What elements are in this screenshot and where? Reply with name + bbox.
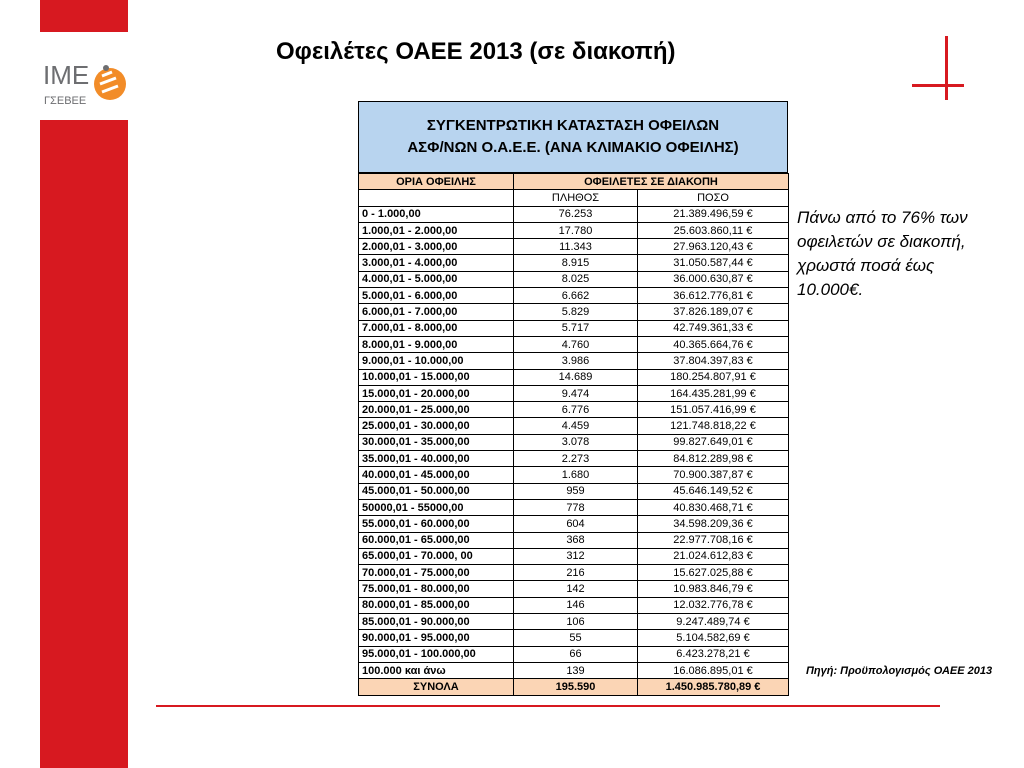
cell-amount: 180.254.807,91 € — [638, 369, 789, 385]
column-header-amount: ΠΟΣΟ — [638, 190, 789, 206]
debt-summary-table — [358, 101, 788, 696]
cell-count: 106 — [514, 614, 638, 630]
cell-range: 85.000,01 - 90.000,00 — [359, 614, 514, 630]
cell-count: 4.459 — [514, 418, 638, 434]
column-header-blank — [359, 190, 514, 206]
cell-amount: 25.603.860,11 € — [638, 222, 789, 238]
table-row — [359, 434, 789, 450]
cell-amount: 9.247.489,74 € — [638, 614, 789, 630]
column-header-group: ΟΦΕΙΛΕΤΕΣ ΣΕ ΔΙΑΚΟΠΗ — [514, 174, 789, 190]
table-row — [359, 369, 789, 385]
total-amount: 1.450.985.780,89 € — [638, 679, 789, 695]
cell-count: 959 — [514, 483, 638, 499]
table-row — [359, 451, 789, 467]
cell-range: 1.000,01 - 2.000,00 — [359, 222, 514, 238]
table-row — [359, 548, 789, 564]
cell-range: 70.000,01 - 75.000,00 — [359, 565, 514, 581]
cell-count: 14.689 — [514, 369, 638, 385]
decorative-cross-vertical — [945, 36, 948, 100]
table-row — [359, 402, 789, 418]
cell-count: 2.273 — [514, 451, 638, 467]
logo-text-ime: ΙΜΕ — [43, 60, 90, 90]
cell-range: 5.000,01 - 6.000,00 — [359, 288, 514, 304]
cell-count: 139 — [514, 662, 638, 678]
cell-count: 76.253 — [514, 206, 638, 222]
cell-count: 6.662 — [514, 288, 638, 304]
cell-amount: 15.627.025,88 € — [638, 565, 789, 581]
cell-range: 7.000,01 - 8.000,00 — [359, 320, 514, 336]
cell-amount: 121.748.818,22 € — [638, 418, 789, 434]
cell-amount: 12.032.776,78 € — [638, 597, 789, 613]
cell-count: 604 — [514, 516, 638, 532]
cell-amount: 16.086.895,01 € — [638, 662, 789, 678]
cell-range: 55.000,01 - 60.000,00 — [359, 516, 514, 532]
cell-amount: 36.000.630,87 € — [638, 271, 789, 287]
table-row — [359, 320, 789, 336]
cell-count: 1.680 — [514, 467, 638, 483]
cell-count: 55 — [514, 630, 638, 646]
cell-count: 3.986 — [514, 353, 638, 369]
cell-count: 142 — [514, 581, 638, 597]
cell-amount: 21.024.612,83 € — [638, 548, 789, 564]
table-row — [359, 483, 789, 499]
column-header-count: ΠΛΗΘΟΣ — [514, 190, 638, 206]
cell-count: 146 — [514, 597, 638, 613]
cell-range: 50000,01 - 55000,00 — [359, 499, 514, 515]
cell-range: 3.000,01 - 4.000,00 — [359, 255, 514, 271]
table-body — [359, 206, 789, 695]
table-row — [359, 581, 789, 597]
total-label: ΣΥΝΟΛΑ — [359, 679, 514, 695]
table-row — [359, 206, 789, 222]
cell-amount: 84.812.289,98 € — [638, 451, 789, 467]
left-accent-bar-top — [40, 0, 128, 32]
table-row — [359, 271, 789, 287]
table-title — [358, 101, 788, 173]
cell-count: 368 — [514, 532, 638, 548]
cell-count: 6.776 — [514, 402, 638, 418]
cell-range: 65.000,01 - 70.000, 00 — [359, 548, 514, 564]
table-row — [359, 304, 789, 320]
cell-count: 5.717 — [514, 320, 638, 336]
cell-range: 30.000,01 - 35.000,00 — [359, 434, 514, 450]
slide-title: Οφειλέτες ΟΑΕΕ 2013 (σε διακοπή) — [276, 38, 676, 65]
cell-count: 9.474 — [514, 385, 638, 401]
cell-amount: 99.827.649,01 € — [638, 434, 789, 450]
cell-amount: 31.050.587,44 € — [638, 255, 789, 271]
source-note: Πηγή: Προϋπολογισμός ΟΑΕΕ 2013 — [806, 665, 993, 677]
bottom-divider — [156, 705, 940, 707]
cell-amount: 10.983.846,79 € — [638, 581, 789, 597]
table-row — [359, 516, 789, 532]
left-accent-bar-bottom — [40, 120, 128, 768]
table-row — [359, 614, 789, 630]
column-header-range: ΟΡΙΑ ΟΦΕΙΛΗΣ — [359, 174, 514, 190]
cell-amount: 151.057.416,99 € — [638, 402, 789, 418]
logo-text-gsevee: ΓΣΕΒΕΕ — [44, 95, 87, 107]
cell-count: 17.780 — [514, 222, 638, 238]
cell-count: 216 — [514, 565, 638, 581]
cell-amount: 5.104.582,69 € — [638, 630, 789, 646]
cell-amount: 164.435.281,99 € — [638, 385, 789, 401]
cell-amount: 42.749.361,33 € — [638, 320, 789, 336]
debt-table — [358, 173, 789, 696]
table-row — [359, 646, 789, 662]
cell-range: 35.000,01 - 40.000,00 — [359, 451, 514, 467]
cell-amount: 21.389.496,59 € — [638, 206, 789, 222]
cell-range: 100.000 και άνω — [359, 662, 514, 678]
cell-range: 60.000,01 - 65.000,00 — [359, 532, 514, 548]
cell-amount: 27.963.120,43 € — [638, 239, 789, 255]
table-row — [359, 662, 789, 678]
cell-range: 20.000,01 - 25.000,00 — [359, 402, 514, 418]
cell-range: 45.000,01 - 50.000,00 — [359, 483, 514, 499]
cell-amount: 40.365.664,76 € — [638, 336, 789, 352]
table-row — [359, 630, 789, 646]
cell-range: 90.000,01 - 95.000,00 — [359, 630, 514, 646]
table-row — [359, 565, 789, 581]
cell-amount: 45.646.149,52 € — [638, 483, 789, 499]
table-row — [359, 418, 789, 434]
total-count: 195.590 — [514, 679, 638, 695]
cell-range: 4.000,01 - 5.000,00 — [359, 271, 514, 287]
cell-range: 9.000,01 - 10.000,00 — [359, 353, 514, 369]
cell-range: 6.000,01 - 7.000,00 — [359, 304, 514, 320]
table-row — [359, 532, 789, 548]
decorative-cross-horizontal — [912, 84, 964, 87]
table-row — [359, 239, 789, 255]
table-row — [359, 336, 789, 352]
table-row — [359, 353, 789, 369]
cell-amount: 70.900.387,87 € — [638, 467, 789, 483]
cell-count: 11.343 — [514, 239, 638, 255]
cell-range: 75.000,01 - 80.000,00 — [359, 581, 514, 597]
table-row — [359, 255, 789, 271]
cell-amount: 36.612.776,81 € — [638, 288, 789, 304]
cell-amount: 37.826.189,07 € — [638, 304, 789, 320]
table-title-line1: ΣΥΓΚΕΝΤΡΩΤΙΚΗ ΚΑΤΑΣΤΑΣΗ ΟΦΕΙΛΩΝ — [426, 117, 720, 134]
highlight-note: Πάνω από το 76% των οφειλετών σε διακοπή, χρωστά ποσά έως 10.000€. — [797, 208, 968, 299]
table-row — [359, 597, 789, 613]
table-title-line2: ΑΣΦ/ΝΩΝ Ο.Α.Ε.Ε. (ΑΝΑ ΚΛΙΜΑΚΙΟ ΟΦΕΙΛΗΣ) — [407, 139, 739, 156]
cell-range: 2.000,01 - 3.000,00 — [359, 239, 514, 255]
table-row — [359, 467, 789, 483]
cell-amount: 34.598.209,36 € — [638, 516, 789, 532]
cell-range: 80.000,01 - 85.000,00 — [359, 597, 514, 613]
table-row — [359, 288, 789, 304]
logo-graphic — [40, 32, 128, 120]
cell-count: 8.025 — [514, 271, 638, 287]
cell-amount: 37.804.397,83 € — [638, 353, 789, 369]
cell-count: 3.078 — [514, 434, 638, 450]
cell-amount: 6.423.278,21 € — [638, 646, 789, 662]
cell-count: 778 — [514, 499, 638, 515]
table-row — [359, 499, 789, 515]
cell-amount: 22.977.708,16 € — [638, 532, 789, 548]
cell-count: 8.915 — [514, 255, 638, 271]
cell-range: 10.000,01 - 15.000,00 — [359, 369, 514, 385]
cell-range: 25.000,01 - 30.000,00 — [359, 418, 514, 434]
cell-range: 40.000,01 - 45.000,00 — [359, 467, 514, 483]
cell-range: 0 - 1.000,00 — [359, 206, 514, 222]
cell-count: 66 — [514, 646, 638, 662]
cell-count: 5.829 — [514, 304, 638, 320]
cell-range: 15.000,01 - 20.000,00 — [359, 385, 514, 401]
ime-gsevee-logo — [40, 32, 128, 120]
cell-range: 8.000,01 - 9.000,00 — [359, 336, 514, 352]
cell-count: 312 — [514, 548, 638, 564]
cell-count: 4.760 — [514, 336, 638, 352]
table-row — [359, 385, 789, 401]
cell-amount: 40.830.468,71 € — [638, 499, 789, 515]
total-row — [359, 679, 789, 695]
cell-range: 95.000,01 - 100.000,00 — [359, 646, 514, 662]
table-row — [359, 222, 789, 238]
